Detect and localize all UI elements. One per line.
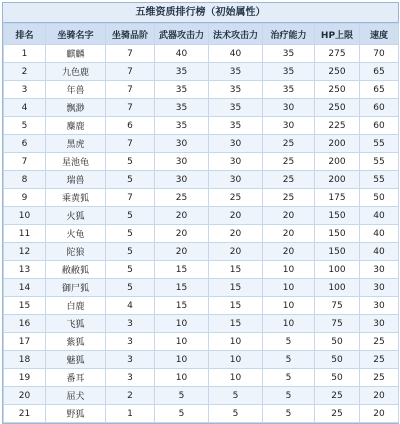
rank-cell: 11 xyxy=(4,225,46,243)
healing-cell: 20 xyxy=(263,225,315,243)
healing-cell: 30 xyxy=(263,99,315,117)
mount-tier-cell: 7 xyxy=(106,99,155,117)
table-row xyxy=(4,279,399,297)
rank-cell: 19 xyxy=(4,369,46,387)
table-row xyxy=(4,261,399,279)
rank-cell: 21 xyxy=(4,405,46,423)
rank-cell: 17 xyxy=(4,333,46,351)
table-row xyxy=(4,207,399,225)
weapon-attack-header: 武器攻击力 xyxy=(155,24,209,45)
rank-cell: 13 xyxy=(4,261,46,279)
spell-attack-cell: 10 xyxy=(209,351,263,369)
hp-cap-cell: 225 xyxy=(315,117,360,135)
weapon-attack-cell: 20 xyxy=(155,243,209,261)
hp-cap-cell: 150 xyxy=(315,243,360,261)
table-row xyxy=(4,225,399,243)
healing-cell: 5 xyxy=(263,369,315,387)
spell-attack-cell: 20 xyxy=(209,207,263,225)
weapon-attack-cell: 35 xyxy=(155,99,209,117)
mount-tier-cell: 6 xyxy=(106,117,155,135)
speed-cell: 55 xyxy=(360,171,399,189)
weapon-attack-cell: 5 xyxy=(155,405,209,423)
rank-cell: 20 xyxy=(4,387,46,405)
hp-cap-cell: 250 xyxy=(315,99,360,117)
table-header-row xyxy=(4,24,399,45)
mount-name-cell: 屈犬 xyxy=(46,387,106,405)
healing-header: 治疗能力 xyxy=(263,24,315,45)
hp-cap-cell: 250 xyxy=(315,63,360,81)
rank-cell: 6 xyxy=(4,135,46,153)
mount-tier-cell: 7 xyxy=(106,135,155,153)
spell-attack-cell: 35 xyxy=(209,99,263,117)
rank-cell: 9 xyxy=(4,189,46,207)
speed-cell: 40 xyxy=(360,243,399,261)
table-row xyxy=(4,153,399,171)
spell-attack-cell: 20 xyxy=(209,243,263,261)
hp-cap-cell: 175 xyxy=(315,189,360,207)
speed-cell: 25 xyxy=(360,333,399,351)
speed-cell: 55 xyxy=(360,153,399,171)
speed-cell: 30 xyxy=(360,297,399,315)
spell-attack-cell: 15 xyxy=(209,261,263,279)
rank-cell: 2 xyxy=(4,63,46,81)
healing-cell: 35 xyxy=(263,45,315,63)
spell-attack-cell: 5 xyxy=(209,387,263,405)
hp-cap-cell: 25 xyxy=(315,387,360,405)
weapon-attack-cell: 20 xyxy=(155,207,209,225)
weapon-attack-cell: 35 xyxy=(155,117,209,135)
hp-cap-cell: 150 xyxy=(315,207,360,225)
mount-name-cell: 敝敝狐 xyxy=(46,261,106,279)
mount-name-cell: 黑虎 xyxy=(46,135,106,153)
rank-cell: 1 xyxy=(4,45,46,63)
mount-name-cell: 白鹿 xyxy=(46,297,106,315)
hp-cap-cell: 50 xyxy=(315,333,360,351)
healing-cell: 10 xyxy=(263,297,315,315)
table-body xyxy=(4,45,399,423)
hp-cap-cell: 75 xyxy=(315,297,360,315)
hp-cap-cell: 200 xyxy=(315,171,360,189)
ranking-table xyxy=(3,23,399,423)
speed-cell: 70 xyxy=(360,45,399,63)
mount-tier-cell: 1 xyxy=(106,405,155,423)
hp-cap-header: HP上限 xyxy=(315,24,360,45)
spell-attack-cell: 10 xyxy=(209,333,263,351)
mount-name-cell: 乘黄狐 xyxy=(46,189,106,207)
speed-cell: 30 xyxy=(360,279,399,297)
mount-tier-cell: 5 xyxy=(106,225,155,243)
healing-cell: 20 xyxy=(263,207,315,225)
table-row xyxy=(4,351,399,369)
speed-cell: 40 xyxy=(360,207,399,225)
weapon-attack-cell: 15 xyxy=(155,261,209,279)
ranking-table-panel xyxy=(2,2,399,424)
mount-name-header: 坐骑名字 xyxy=(46,24,106,45)
mount-tier-cell: 3 xyxy=(106,315,155,333)
table-row xyxy=(4,405,399,423)
table-title: 五维资质排行榜（初始属性） xyxy=(3,3,398,23)
hp-cap-cell: 200 xyxy=(315,153,360,171)
spell-attack-cell: 30 xyxy=(209,135,263,153)
weapon-attack-cell: 35 xyxy=(155,63,209,81)
rank-cell: 18 xyxy=(4,351,46,369)
mount-tier-cell: 5 xyxy=(106,243,155,261)
mount-tier-cell: 5 xyxy=(106,153,155,171)
healing-cell: 5 xyxy=(263,405,315,423)
hp-cap-cell: 50 xyxy=(315,369,360,387)
weapon-attack-cell: 10 xyxy=(155,333,209,351)
mount-name-cell: 九色鹿 xyxy=(46,63,106,81)
mount-tier-cell: 7 xyxy=(106,45,155,63)
rank-cell: 7 xyxy=(4,153,46,171)
speed-cell: 25 xyxy=(360,369,399,387)
mount-tier-cell: 7 xyxy=(106,63,155,81)
weapon-attack-cell: 5 xyxy=(155,387,209,405)
healing-cell: 30 xyxy=(263,117,315,135)
mount-name-cell: 番耳 xyxy=(46,369,106,387)
hp-cap-cell: 50 xyxy=(315,351,360,369)
weapon-attack-cell: 30 xyxy=(155,153,209,171)
rank-cell: 16 xyxy=(4,315,46,333)
rank-cell: 3 xyxy=(4,81,46,99)
weapon-attack-cell: 10 xyxy=(155,315,209,333)
weapon-attack-cell: 35 xyxy=(155,81,209,99)
table-row xyxy=(4,189,399,207)
table-row xyxy=(4,387,399,405)
spell-attack-cell: 35 xyxy=(209,117,263,135)
healing-cell: 5 xyxy=(263,387,315,405)
mount-name-cell: 瑞兽 xyxy=(46,171,106,189)
hp-cap-cell: 100 xyxy=(315,279,360,297)
table-row xyxy=(4,315,399,333)
rank-cell: 5 xyxy=(4,117,46,135)
speed-header: 速度 xyxy=(360,24,399,45)
mount-tier-cell: 5 xyxy=(106,171,155,189)
mount-name-cell: 麒麟 xyxy=(46,45,106,63)
rank-cell: 4 xyxy=(4,99,46,117)
rank-cell: 14 xyxy=(4,279,46,297)
spell-attack-cell: 10 xyxy=(209,369,263,387)
spell-attack-cell: 25 xyxy=(209,189,263,207)
mount-name-cell: 火龟 xyxy=(46,225,106,243)
spell-attack-cell: 15 xyxy=(209,279,263,297)
weapon-attack-cell: 20 xyxy=(155,225,209,243)
mount-name-cell: 麋鹿 xyxy=(46,117,106,135)
mount-tier-cell: 5 xyxy=(106,279,155,297)
hp-cap-cell: 200 xyxy=(315,135,360,153)
hp-cap-cell: 25 xyxy=(315,405,360,423)
mount-tier-cell: 7 xyxy=(106,81,155,99)
healing-cell: 35 xyxy=(263,81,315,99)
weapon-attack-cell: 15 xyxy=(155,297,209,315)
hp-cap-cell: 275 xyxy=(315,45,360,63)
spell-attack-cell: 40 xyxy=(209,45,263,63)
table-row xyxy=(4,369,399,387)
mount-tier-cell: 2 xyxy=(106,387,155,405)
rank-header: 排名 xyxy=(4,24,46,45)
mount-tier-cell: 3 xyxy=(106,351,155,369)
table-row xyxy=(4,99,399,117)
weapon-attack-cell: 10 xyxy=(155,351,209,369)
rank-cell: 10 xyxy=(4,207,46,225)
hp-cap-cell: 100 xyxy=(315,261,360,279)
mount-name-cell: 年兽 xyxy=(46,81,106,99)
speed-cell: 20 xyxy=(360,387,399,405)
spell-attack-cell: 20 xyxy=(209,225,263,243)
mount-name-cell: 飘渺 xyxy=(46,99,106,117)
weapon-attack-cell: 15 xyxy=(155,279,209,297)
healing-cell: 5 xyxy=(263,333,315,351)
table-row xyxy=(4,135,399,153)
table-row xyxy=(4,117,399,135)
mount-name-cell: 陀狼 xyxy=(46,243,106,261)
mount-tier-cell: 3 xyxy=(106,369,155,387)
mount-tier-cell: 5 xyxy=(106,207,155,225)
speed-cell: 25 xyxy=(360,351,399,369)
healing-cell: 25 xyxy=(263,153,315,171)
healing-cell: 5 xyxy=(263,351,315,369)
healing-cell: 25 xyxy=(263,171,315,189)
speed-cell: 65 xyxy=(360,63,399,81)
mount-tier-cell: 4 xyxy=(106,297,155,315)
weapon-attack-cell: 30 xyxy=(155,135,209,153)
spell-attack-cell: 15 xyxy=(209,297,263,315)
spell-attack-cell: 35 xyxy=(209,63,263,81)
hp-cap-cell: 250 xyxy=(315,81,360,99)
mount-name-cell: 紫狐 xyxy=(46,333,106,351)
spell-attack-cell: 5 xyxy=(209,405,263,423)
weapon-attack-cell: 40 xyxy=(155,45,209,63)
table-row xyxy=(4,81,399,99)
speed-cell: 50 xyxy=(360,189,399,207)
hp-cap-cell: 150 xyxy=(315,225,360,243)
healing-cell: 25 xyxy=(263,135,315,153)
mount-name-cell: 星池龟 xyxy=(46,153,106,171)
table-row xyxy=(4,171,399,189)
table-row xyxy=(4,45,399,63)
mount-name-cell: 御尸狐 xyxy=(46,279,106,297)
weapon-attack-cell: 10 xyxy=(155,369,209,387)
mount-tier-cell: 3 xyxy=(106,333,155,351)
table-row xyxy=(4,243,399,261)
spell-attack-header: 法术攻击力 xyxy=(209,24,263,45)
healing-cell: 10 xyxy=(263,261,315,279)
mount-tier-header: 坐骑品阶 xyxy=(106,24,155,45)
spell-attack-cell: 30 xyxy=(209,171,263,189)
weapon-attack-cell: 25 xyxy=(155,189,209,207)
table-row xyxy=(4,63,399,81)
mount-name-cell: 火狐 xyxy=(46,207,106,225)
speed-cell: 30 xyxy=(360,315,399,333)
spell-attack-cell: 35 xyxy=(209,81,263,99)
speed-cell: 60 xyxy=(360,117,399,135)
spell-attack-cell: 15 xyxy=(209,315,263,333)
speed-cell: 60 xyxy=(360,99,399,117)
table-row xyxy=(4,333,399,351)
rank-cell: 8 xyxy=(4,171,46,189)
speed-cell: 30 xyxy=(360,261,399,279)
mount-name-cell: 魅狐 xyxy=(46,351,106,369)
weapon-attack-cell: 30 xyxy=(155,171,209,189)
speed-cell: 20 xyxy=(360,405,399,423)
hp-cap-cell: 75 xyxy=(315,315,360,333)
healing-cell: 20 xyxy=(263,243,315,261)
mount-tier-cell: 7 xyxy=(106,189,155,207)
table-row xyxy=(4,297,399,315)
mount-tier-cell: 5 xyxy=(106,261,155,279)
mount-name-cell: 飞狐 xyxy=(46,315,106,333)
healing-cell: 10 xyxy=(263,315,315,333)
healing-cell: 35 xyxy=(263,63,315,81)
spell-attack-cell: 30 xyxy=(209,153,263,171)
healing-cell: 25 xyxy=(263,189,315,207)
speed-cell: 55 xyxy=(360,135,399,153)
mount-name-cell: 野狐 xyxy=(46,405,106,423)
rank-cell: 12 xyxy=(4,243,46,261)
rank-cell: 15 xyxy=(4,297,46,315)
healing-cell: 10 xyxy=(263,279,315,297)
speed-cell: 65 xyxy=(360,81,399,99)
speed-cell: 40 xyxy=(360,225,399,243)
